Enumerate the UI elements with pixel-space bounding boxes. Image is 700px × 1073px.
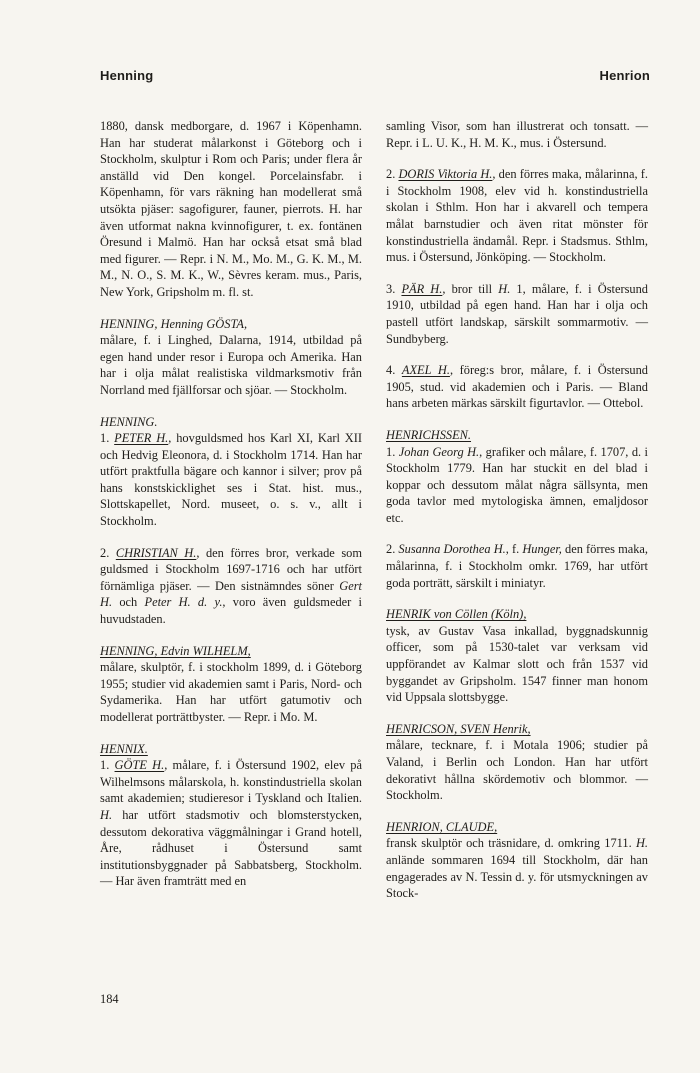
name-gert: Gert H. (100, 578, 362, 610)
entry-body: samling Visor, som han illustrerat och tonsatt. — Repr. i L. U. K., H. M. K., mus. i Östersund. (386, 119, 648, 150)
sub-entry-number: 1. (100, 431, 115, 446)
entry-body-part: anlände sommaren 1694 till Stockholm, där han engagerades av N. Tessin d. y. för utsmyckningen av Stock- (386, 852, 648, 901)
sub-entry-name: CHRISTIAN H. (115, 545, 197, 560)
entry-gosta-henning (100, 316, 362, 399)
sub-entry-body: , f. (505, 542, 523, 557)
sub-entry-name: PÄR H. (401, 281, 443, 296)
sub-entry-body: , bror till (442, 281, 499, 296)
entry-par-hennix (386, 281, 648, 347)
entry-hennix (100, 741, 362, 890)
abbrev-h: H. (100, 807, 113, 822)
sub-entry-par (386, 281, 648, 347)
sub-entry-name: Susanna Dorothea H. (398, 542, 506, 557)
entry-body: målare, f. i Linghed, Dalarna, 1914, utbildad på egen hand under resor i Europa och Amerika. Han har i olja målat realistiska vildmarksmotiv från Norrland med fjällforsar och sjöar. — Stockholm. (100, 333, 362, 397)
sub-entry-body: , hovguldsmed hos Karl XI, Karl XII och Hedvig Eleonora, d. i Stockholm 1714. Han har utfört praktfulla bägare och kannor i silver; prov på hans konstskicklighet ses i Stat. hist. mus., Slottskapellet, Nord. museet, o. s. v., allt i Stockholm. (100, 431, 363, 529)
entry-heading: HENRION, CLAUDE, (386, 819, 498, 834)
sub-entry-body: har utfört stadsmotiv och blomsterstycken, dessutom dekorativa väggmålningar i Grand hotell, Åre, rådhuset i Östersund samt institutionsbyggnader på Sabbatsberg, Stockholm. — Har även framträtt med en (100, 807, 362, 889)
running-head (100, 68, 650, 83)
sub-entry-number: 2. (386, 542, 399, 557)
entry-henning-family (100, 414, 362, 530)
sub-entry-number: 2. (386, 167, 399, 182)
right-column (386, 118, 648, 917)
sub-entry-name: DORIS Viktoria H. (398, 167, 493, 182)
sub-entry-doris (386, 166, 648, 266)
entry-henrichssen (386, 427, 648, 527)
sub-entry-name: Johan Georg H. (398, 444, 480, 459)
sub-entry-body: , grafiker och målare, f. 1707, d. i Stockholm 1779. Han har stuckit en del blad i koppar och dessutom målat några sällsynta, men goda tavlor med mytologiska ämnen, emaljdosor etc. (386, 444, 649, 525)
sub-entry-axel (386, 362, 648, 412)
entry-body: tysk, av Gustav Vasa inkallad, byggnadskunnig officer, som på 1530-talet var verksam vid uppförandet av Kalmar slott och från 1537 vid byggandet av Gripsholm. 1547 finner man honom vid Uppsala slottsbygge. (386, 623, 648, 705)
maiden-name: Hunger, (522, 542, 562, 557)
sub-entry-number: 4. (386, 363, 402, 378)
sub-entry-number: 1. (100, 758, 115, 773)
entry-continued (100, 118, 362, 301)
name-peter-dy: Peter H. d. y. (144, 595, 223, 610)
entry-christian-henning (100, 545, 362, 628)
entry-body: 1880, dansk medborgare, d. 1967 i Köpenhamn. Han har studerat målarkonst i Göteborg och i Stockholm, skulptur i Rom och Paris; under flera år anställd vid Den kongel. Porcelainsfabr. i Köpenhamn, för vars räkning han modellerat små utsökta pjäser: sagofigurer, fauner, pierrots. H. har även utformat nakna kvinnofigurer, t. ex. fontänen Öresund i Malmö. Han har också etsat små blad med figurer. — Repr. i N. M., Mo. M., G. K. M., M. M., N. O., S. M. K., W., Sèvres keram. mus., Paris, New York, Gripsholm m. fl. st. (100, 119, 362, 299)
entry-edvin-wilhelm-henning (100, 643, 362, 726)
entry-body (386, 835, 648, 901)
sub-entry-name: PETER H. (114, 431, 169, 446)
sub-entry-body: , föreg:s bror, målare, f. i Östersund 1905, stud. vid akademien och i Paris. — Bland hans arbeten märkas särskilt figurtavlor. — Ottebol. (386, 363, 648, 411)
sub-entry-gote (100, 757, 362, 890)
sub-entry-body: 1, målare, f. i Östersund 1910, utbildad på egen hand. Han har i olja och pastell utfört landskap, särskilt sommarmotiv. — Sundbyberg. (386, 281, 648, 346)
sub-entry-number: 1. (386, 444, 399, 459)
entry-heading: HENNIX. (100, 741, 148, 756)
entry-susanna-henrichssen (386, 541, 648, 591)
sub-entry-name: AXEL H. (401, 363, 450, 378)
sub-entry-body: , den förres bror, verkade som guldsmed i Stockholm 1697-1716 och har utfört förnämliga pjäser. — Den sistnämndes söner (100, 545, 362, 593)
header-left: Henning (100, 68, 154, 83)
sub-entry-body: , den förres maka, målarinna, f. i Stockholm 1908, elev vid h. konstindustriella skolan i Sthlm. Hon har i akvarell och tempera målat barnstudier och även ritat mönster för konstindustriella ändamål. Repr. i Stadsmus. Sthlm, mus. i Östersund, Jönköping. — Stockholm. (386, 167, 649, 265)
entry-heading: HENNING. (100, 414, 158, 429)
header-right: Henrion (599, 68, 650, 83)
entry-heading: HENRICSON, SVEN Henrik, (386, 721, 531, 736)
entry-heading: HENNING, Henning GÖSTA, (100, 316, 248, 331)
entry-heading: HENNING, Edvin WILHELM, (100, 643, 251, 658)
sub-entry-peter (100, 430, 362, 530)
abbrev-h: H. (498, 281, 511, 296)
sub-entry-susanna (386, 541, 648, 591)
entry-heading: HENRICHSSEN. (386, 427, 472, 442)
sub-entry-christian (100, 545, 362, 628)
abbrev-h: H. (635, 836, 648, 851)
sub-entry-name: GÖTE H. (114, 758, 165, 773)
sub-entry-number: 3. (386, 281, 402, 296)
entry-continued (386, 118, 648, 151)
sub-entry-body: , målare, f. i Östersund 1902, elev på Wilhelmsons målarskola, h. konstindustriella skolan samt akademien; studieresor i Tyskland och Italien. (100, 758, 362, 806)
entry-axel-hennix (386, 362, 648, 412)
connector-text: och (112, 595, 145, 610)
entry-heading: HENRIK von Cöllen (Köln), (386, 607, 527, 622)
sub-entry-body-end: , voro även guldsmeder i huvudstaden. (100, 595, 362, 627)
sub-entry-body: den förres maka, målarinna, f. i Stockholm omkr. 1769, har utfört goda porträtt, särskilt i miniatyr. (386, 542, 649, 590)
left-column (100, 118, 362, 905)
entry-body-part: fransk skulptör och träsnidare, d. omkring 1711. (386, 836, 636, 851)
entry-henrion (386, 819, 648, 902)
entry-henrik-von-collen (386, 606, 648, 706)
sub-entry-johan (386, 444, 648, 527)
sub-entry-number: 2. (100, 545, 116, 560)
entry-doris-hennix (386, 166, 648, 266)
page-number: 184 (100, 992, 119, 1006)
entry-body: målare, tecknare, f. i Motala 1906; studier på Valand, i Berlin och London. Han har utfört dekorativt hållna skördemotiv och blommor. — Stockholm. (386, 738, 648, 803)
entry-body: målare, skulptör, f. i stockholm 1899, d. i Göteborg 1955; studier vid akademien samt i Paris, Nord- och Sydamerika. Han har utfört gatumotiv och modellerat porträttbyster. — Repr. i Mo. M. (100, 660, 362, 724)
entry-henricson (386, 721, 648, 804)
